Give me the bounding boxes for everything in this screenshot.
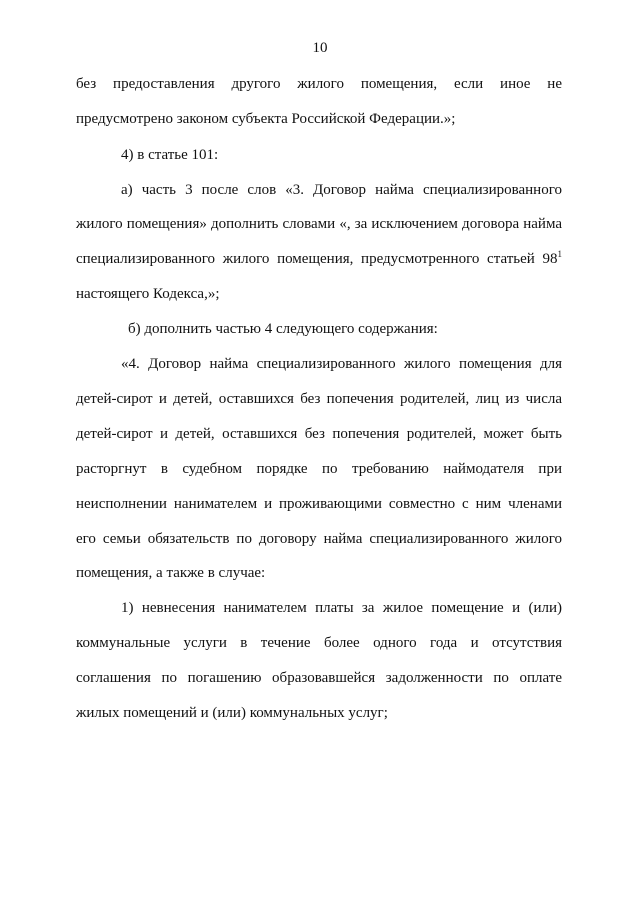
text-line: его семьи обязательств по договору найма специализированного жилого bbox=[76, 531, 562, 547]
text-line: помещения, а также в случае: bbox=[76, 565, 266, 581]
page-number: 10 bbox=[312, 40, 328, 56]
text-line: детей-сирот и детей, оставшихся без попечения родителей, может быть bbox=[76, 426, 562, 442]
text-line: жилых помещений и (или) коммунальных услуг; bbox=[76, 705, 388, 721]
text-line: расторгнут в судебном порядке по требованию наймодателя при bbox=[76, 461, 562, 477]
text-line: «4. Договор найма специализированного жилого помещения для bbox=[121, 356, 562, 372]
text-line bbox=[76, 249, 562, 269]
text-line: б) дополнить частью 4 следующего содержания: bbox=[128, 321, 438, 337]
text-line: коммунальные услуги в течение более одного года и отсутствия bbox=[76, 635, 562, 651]
text-line-main: специализированного жилого помещения, предусмотренного статьей 98 bbox=[76, 251, 558, 267]
text-line: 1) невнесения нанимателем платы за жилое помещение и (или) bbox=[121, 600, 562, 616]
superscript: 1 bbox=[557, 249, 562, 259]
text-line: детей-сирот и детей, оставшихся без попечения родителей, лиц из числа bbox=[76, 391, 562, 407]
text-line: жилого помещения» дополнить словами «, за исключением договора найма bbox=[76, 216, 562, 232]
text-line: предусмотрено законом субъекта Российской Федерации.»; bbox=[76, 111, 456, 127]
text-line: без предоставления другого жилого помещения, если иное не bbox=[76, 76, 562, 92]
list-item-heading: 4) в статье 101: bbox=[121, 147, 219, 163]
text-line: соглашения по погашению образовавшейся задолженности по оплате bbox=[76, 670, 562, 686]
text-line: а) часть 3 после слов «3. Договор найма специализированного bbox=[121, 182, 562, 198]
text-line: настоящего Кодекса,»; bbox=[76, 286, 220, 302]
text-line: неисполнении нанимателем и проживающими совместно с ним членами bbox=[76, 496, 562, 512]
